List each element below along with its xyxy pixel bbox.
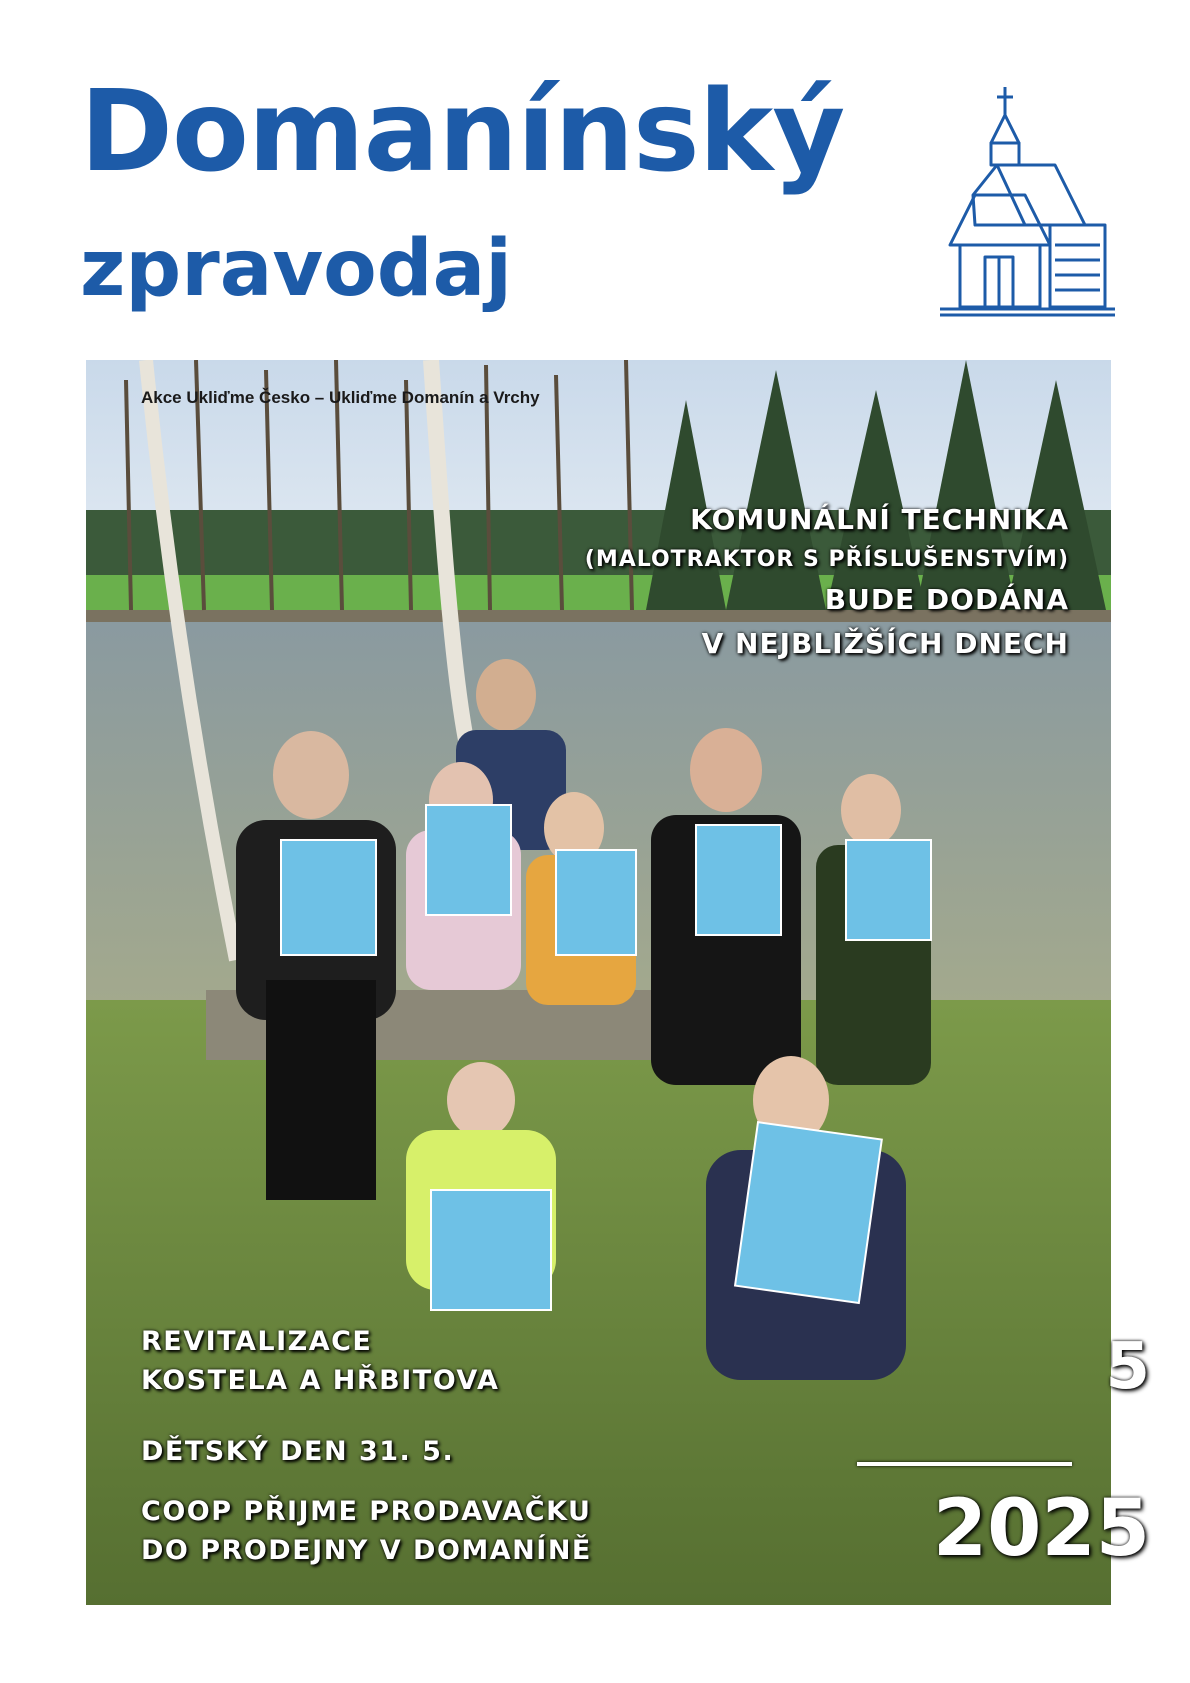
- headline-line: BUDE DODÁNA: [824, 583, 1069, 616]
- news-item-childrens-day: DĚTSKÝ DEN 31. 5.: [141, 1436, 455, 1467]
- masthead-title: Domanínský: [80, 67, 845, 197]
- photo-caption: Akce Ukliďme Česko – Ukliďme Domanín a Vrchy: [141, 388, 540, 407]
- church-icon: [935, 85, 1120, 325]
- masthead-subtitle: zpravodaj: [80, 224, 512, 314]
- news-line: KOSTELA A HŘBITOVA: [141, 1365, 500, 1396]
- news-line: REVITALIZACE: [141, 1326, 373, 1357]
- issue-year: 2025: [932, 1484, 1150, 1574]
- headline-line: V NEJBLIŽŠÍCH DNECH: [701, 627, 1069, 660]
- issue-divider: [857, 1462, 1072, 1466]
- news-item-revitalization: [141, 1322, 499, 1400]
- news-item-coop: [141, 1492, 592, 1570]
- cover-photo: [86, 360, 1111, 1605]
- headline-tractor: [585, 498, 1069, 666]
- headline-line: KOMUNÁLNÍ TECHNIKA: [690, 503, 1069, 536]
- news-line: COOP PŘIJME PRODAVAČKU: [141, 1496, 592, 1527]
- issue-number: 5: [1105, 1330, 1150, 1404]
- news-line: DO PRODEJNY V DOMANÍNĚ: [141, 1535, 592, 1566]
- headline-line: (MALOTRAKTOR S PŘÍSLUŠENSTVÍM): [584, 547, 1069, 572]
